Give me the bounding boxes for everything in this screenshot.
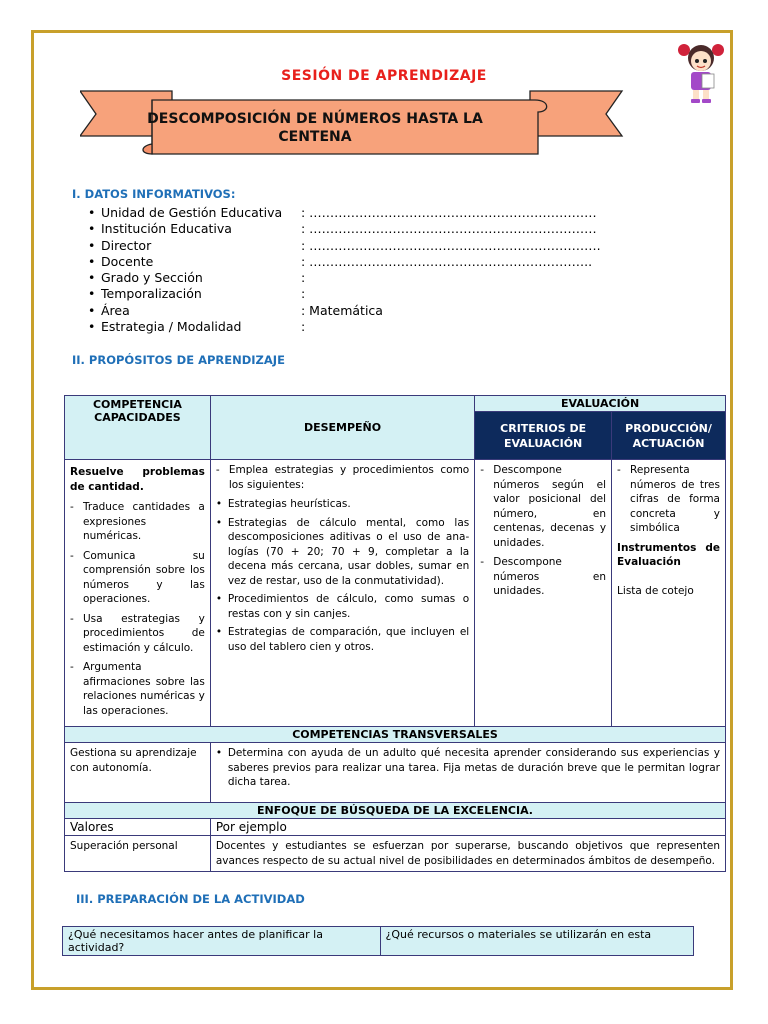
bullet-icon: • (88, 270, 96, 286)
info-label: Unidad de Gestión Educativa (101, 205, 283, 220)
info-value: : (301, 319, 306, 335)
transversal-desc-cell (210, 743, 725, 803)
ejemplo-text: Docentes y estudiantes se esfuerzan por superarse, buscando objetivos que representen avances respecto de su actual nivel de posibilidades en determinados ámbitos de desempeño. (210, 836, 725, 872)
info-label: Grado y Sección (101, 270, 203, 286)
header-desempeno: DESEMPEÑO (210, 396, 474, 460)
valor-superacion: Superación personal (65, 836, 211, 872)
competencia-cell (65, 460, 211, 727)
info-value: : (301, 270, 306, 286)
bullet-icon: • (88, 237, 96, 253)
bullet-icon: • (88, 205, 96, 220)
info-label: Temporalización (101, 286, 202, 302)
info-label: Director (101, 237, 152, 253)
header-criterios: CRITERIOS DE EVALUACIÓN (475, 412, 612, 460)
info-value: : ………………………………………………………….. (301, 253, 593, 269)
preparacion-col-antes: ¿Qué necesitamos hacer antes de planificar la actividad? (63, 927, 381, 956)
section-title-datos-informativos: I. DATOS INFORMATIVOS: (72, 187, 236, 201)
desempeno-item: • Estrategias de cálculo mental, como las descomposiciones aditivas o el uso de ana-logías (70 + 20; 70 + 9, completar a la decena más cercana, usar dobles, sumar en vez de restar, uso de la conmutatividad). (216, 516, 469, 589)
criterio-item: - Descompone números según el valor posicional del número, en centenas, decenas y unidades. (480, 463, 606, 550)
criterios-list (480, 463, 606, 599)
criterios-cell (475, 460, 612, 727)
competencia-text: Resuelve problemas de cantidad. (70, 466, 205, 493)
desempeno-intro: - Emplea estrategias y procedimientos como los siguientes: (216, 463, 469, 492)
criterio-item: - Descompone números en unidades. (480, 555, 606, 599)
preparacion-table (62, 926, 694, 956)
desempeno-item: • Procedimientos de cálculo, como sumas o restas con y sin canjes. (216, 592, 469, 621)
produccion-text: - Representa números de tres cifras de forma concreta y simbólica (617, 463, 720, 536)
instrumentos-value: Lista de cotejo (617, 584, 694, 597)
info-value: : (301, 286, 306, 302)
info-label: Estrategia / Modalidad (101, 319, 242, 335)
capacidad-item: - Comunica su comprensión sobre los números y las operaciones. (70, 549, 205, 607)
info-value: : …………………………………………………………… (301, 205, 597, 220)
info-label: Área (101, 302, 130, 318)
transversal-competencia: Gestiona su aprendizaje con autonomía. (65, 743, 211, 803)
capacidad-item: - Usa estrategias y procedimientos de estimación y cálculo. (70, 612, 205, 656)
capacidades-list (70, 500, 205, 718)
bullet-icon: • (88, 286, 96, 302)
section-title-preparacion: III. PREPARACIÓN DE LA ACTIVIDAD (76, 892, 305, 906)
bullet-icon: • (88, 302, 96, 318)
banner-title (115, 110, 515, 146)
header-evaluacion: EVALUACIÓN (475, 396, 726, 412)
enfoque-title: ENFOQUE DE BÚSQUEDA DE LA EXCELENCIA. (65, 803, 726, 819)
info-value: : Matemática (301, 302, 383, 318)
header-competencia: COMPETENCIA (92, 398, 182, 411)
header-competencia-capacidades (65, 396, 211, 460)
banner-title-line1: DESCOMPOSICIÓN DE NÚMEROS HASTA LA (147, 111, 483, 127)
capacidad-item: - Traduce cantidades a expresiones numéricas. (70, 500, 205, 544)
header-capacidades: CAPACIDADES (94, 411, 181, 424)
page-title: SESIÓN DE APRENDIZAJE (281, 68, 487, 84)
info-value: : ……………………………………………………………. (301, 237, 601, 253)
bullet-icon: • (88, 319, 96, 335)
info-label: Docente (101, 253, 154, 269)
desempeno-list (216, 497, 469, 654)
ejemplo-label: Por ejemplo (210, 819, 725, 836)
instrumentos-title: Instrumentos de Evaluación (617, 541, 720, 568)
valores-label: Valores (65, 819, 211, 836)
girl-mascot-illustration (676, 40, 726, 104)
produccion-cell (612, 460, 726, 727)
info-value: : …………………………………………………………… (301, 221, 597, 237)
section-title-propositos: II. PROPÓSITOS DE APRENDIZAJE (72, 353, 285, 367)
info-label: Institución Educativa (101, 221, 232, 237)
bullet-icon: • (88, 221, 96, 237)
header-produccion: PRODUCCIÓN/ ACTUACIÓN (612, 412, 726, 460)
bullet-icon: • (88, 253, 96, 269)
desempeno-item: • Estrategias de comparación, que incluyen el uso del tablero cien y otros. (216, 625, 469, 654)
capacidad-item: - Argumenta afirmaciones sobre las relaciones numéricas y las operaciones. (70, 660, 205, 718)
propositos-table (64, 395, 726, 872)
transversales-title: COMPETENCIAS TRANSVERSALES (65, 727, 726, 743)
preparacion-col-recursos: ¿Qué recursos o materiales se utilizarán en esta (380, 927, 694, 956)
desempeno-item: • Estrategias heurísticas. (216, 497, 469, 512)
banner-title-line2: CENTENA (278, 129, 352, 145)
desempeno-cell (210, 460, 474, 727)
transversal-desc: • Determina con ayuda de un adulto qué necesita aprender considerando sus experiencias y saberes previos para realizar una tarea. Fija metas de duración breve que le permitan lograr dicha tarea. (216, 746, 720, 790)
